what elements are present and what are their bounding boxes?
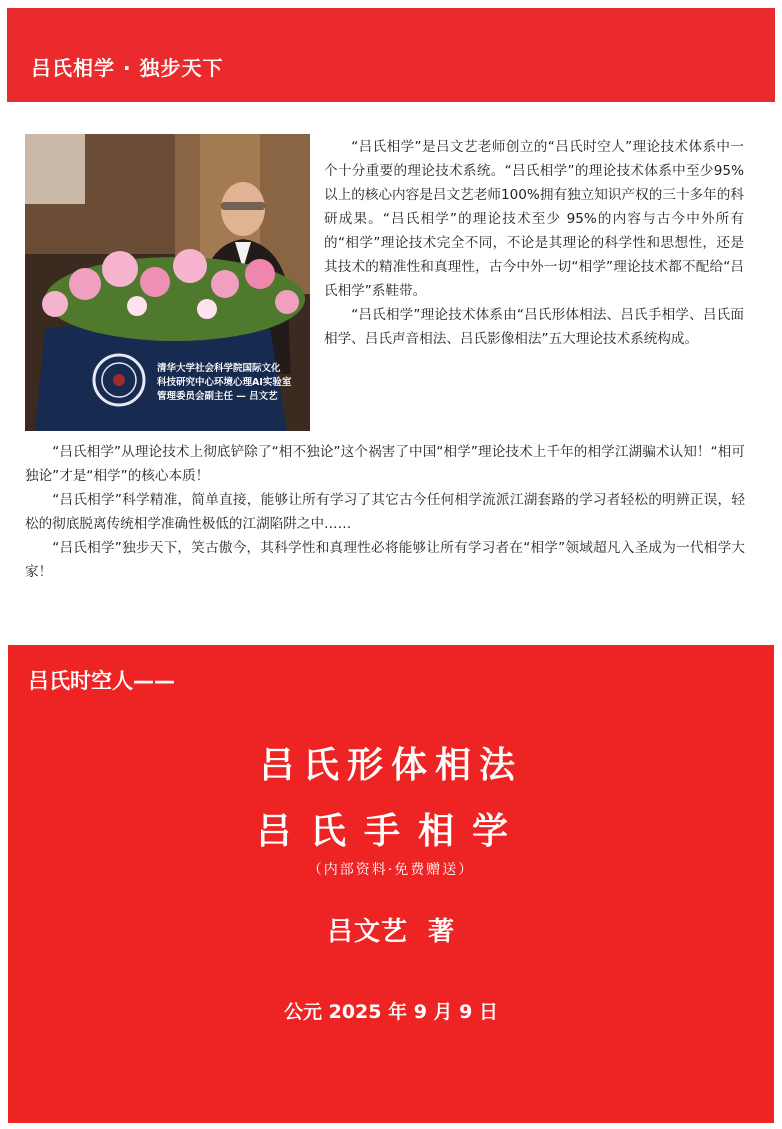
header-banner (7, 8, 775, 102)
book-note: （内部资料·免费赠送） (307, 862, 475, 878)
speaker-photo (25, 134, 310, 431)
article-body (25, 440, 745, 584)
article-paragraph: “吕氏相学”从理论技术上彻底铲除了“相不独论”这个祸害了中国“相学”理论技术上千年的相学江湖骗术认知！“相可独论”才是“相学”的核心本质！ (25, 444, 745, 484)
photo-caption-line: 科技研究中心环境心理AI实验室 (157, 377, 292, 388)
photo-caption (157, 362, 309, 404)
article-paragraph: “吕氏相学”理论技术体系由“吕氏形体相法、吕氏手相学、吕氏面相学、吕氏声音相法、吕氏影像相法”五大理论技术系统构成。 (324, 307, 744, 347)
cover-panel (8, 645, 774, 1123)
article-intro (324, 135, 744, 351)
book-title-line-1: 吕氏形体相法 (258, 744, 523, 786)
article-paragraph: “吕氏相学”独步天下，笑古傲今，其科学性和真理性必将能够让所有学习者在“相学”领域超凡入圣成为一代相学大家！ (25, 540, 745, 580)
book-title-line-2: 吕氏手相学 (255, 810, 526, 852)
article-paragraph: “吕氏相学”科学精准，简单直接，能够让所有学习了其它古今任何相学流派江湖套路的学习者轻松的明辨正误，轻松的彻底脱离传统相学准确性极低的江湖陷阱之中…… (25, 492, 745, 532)
book-date: 公元 2025 年 9 月 9 日 (283, 1001, 498, 1023)
header-title: 吕氏相学 · 独步天下 (31, 56, 224, 80)
photo-caption-line: 清华大学社会科学院国际文化 (157, 363, 281, 374)
cover-subtitle: 吕氏时空人—— (28, 669, 175, 693)
book-author: 吕文艺 著 (326, 917, 456, 947)
article-paragraph: “吕氏相学”是吕文艺老师创立的“吕氏时空人”理论技术体系中一个十分重要的理论技术系统。“吕氏相学”的理论技术体系中至少95%以上的核心内容是吕文艺老师100%拥有独立知识产权的三十多年的科研成果。“吕氏相学”的理论技术至少 95%的内容与古今中外所有的“相学”理论技术完全不同，不论是其理论的科学性和思想性，还是其技术的精准性和真理性，古今中外一切“相学”理论技术都不配给“吕氏相学”系鞋带。 (324, 139, 744, 299)
photo-caption-line: 管理委员会副主任 — 吕文艺 (157, 391, 278, 402)
